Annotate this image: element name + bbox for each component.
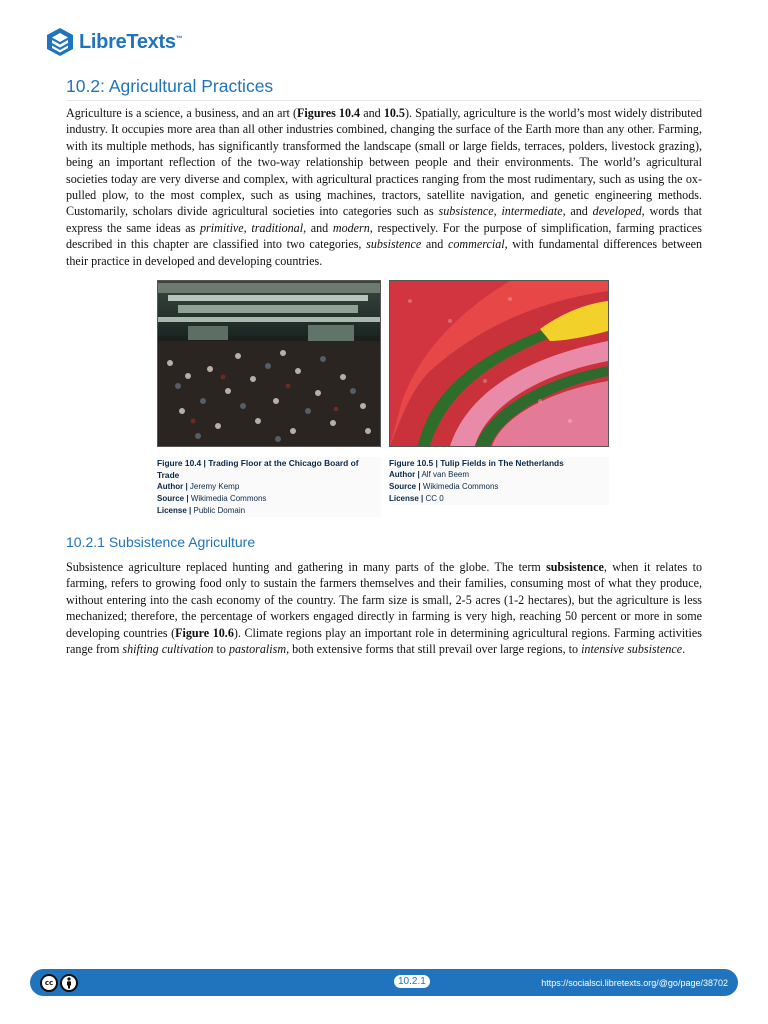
text-run: and: [421, 237, 448, 252]
text-run: Agriculture is a science, a business, and an art (: [66, 106, 298, 120]
text-run: developed: [592, 204, 642, 219]
figure-10-4: [157, 280, 381, 517]
text-run: pastoralism: [228, 642, 287, 657]
trading-floor-image: [157, 280, 381, 447]
text-run: shifting cultivation: [122, 642, 214, 657]
libretexts-logo-icon: [46, 27, 74, 57]
text-run: 10.5: [383, 106, 405, 120]
text-run: traditional: [251, 220, 304, 235]
text-run: modern: [332, 220, 370, 235]
text-run: ). Climate regions play an important role in determining agricultural regions. Farming activities range from: [66, 625, 702, 657]
page-url-link[interactable]: https://socialsci.libretexts.org/@go/page/38702: [541, 977, 728, 988]
license-label: License |: [389, 494, 424, 503]
text-run: subsistence: [438, 204, 494, 219]
license-value[interactable]: CC 0: [425, 494, 444, 503]
text-run: , and: [562, 204, 593, 219]
text-run: Figures 10.4: [297, 106, 361, 120]
tulip-fields-image: [389, 280, 609, 447]
text-run: , respectively. For the purpose of simplification, farming practices described in this chapter are classified into two categories,: [66, 220, 702, 252]
text-run: subsistence: [546, 560, 604, 574]
text-run: ,: [493, 204, 502, 219]
text-run: , with fundamental differences between their practice in developed and developing countries.: [66, 237, 702, 268]
libretexts-logo[interactable]: [46, 27, 182, 57]
author-label: Author |: [389, 470, 420, 479]
text-run: to: [213, 642, 229, 657]
page-number: 10.2.1: [394, 975, 430, 988]
cc-icon: cc: [40, 974, 58, 992]
text-run: , both extensive forms that still prevail over large regions, to: [286, 642, 582, 657]
text-run: subsistence: [366, 237, 422, 252]
logo-text: LibreTexts™: [79, 30, 183, 53]
figure-10-5: [389, 280, 609, 505]
subsistence-paragraph: [66, 559, 702, 657]
author-label: Author |: [157, 482, 188, 491]
figure-title: Figure 10.4 | Trading Floor at the Chicago Board of Trade: [157, 458, 359, 480]
text-run: , and: [303, 220, 333, 235]
license-value[interactable]: Public Domain: [193, 506, 246, 515]
author-value[interactable]: Alf van Beem: [421, 470, 470, 479]
figure-title: Figure 10.5 | Tulip Fields in The Netherlands: [389, 458, 564, 468]
intro-paragraph: [66, 105, 702, 269]
text-run: Subsistence agriculture replaced hunting and gathering in many parts of the globe. The term: [66, 560, 547, 574]
text-run: intermediate: [501, 204, 563, 219]
source-label: Source |: [157, 494, 189, 503]
source-value[interactable]: Wikimedia Commons: [190, 494, 267, 503]
by-icon: [60, 974, 78, 992]
source-value[interactable]: Wikimedia Commons: [422, 482, 499, 491]
figure-caption: [389, 457, 609, 505]
license-icons[interactable]: [40, 974, 78, 992]
text-run: intensive subsistence: [581, 642, 683, 657]
text-run: commercial: [447, 237, 505, 252]
figure-caption: [157, 457, 381, 517]
author-value[interactable]: Jeremy Kemp: [189, 482, 240, 491]
text-run: .: [682, 642, 686, 657]
text-run: ,: [243, 220, 252, 235]
subsection-title: 10.2.1 Subsistence Agriculture: [66, 534, 256, 550]
license-label: License |: [157, 506, 192, 515]
page-footer: [30, 969, 738, 996]
text-run: and: [360, 106, 384, 120]
text-run: Figure 10.6: [175, 625, 234, 640]
text-run: ). Spatially, agriculture is the world’s most widely distributed industry. It occupies more area than all other industries combined, changing the surface of the Earth more than any other. Farming, with its multiple methods, has significantly transformed the landscape (small or large fields, terraces, polders, livestock grazing), being an important reflection of the two-way relationship between people and their environments. The world’s agricultural societies today are very diverse and complex, with agricultural practices ranging from the most rudimentary, such as using the ox-pulled plow, to the most complex, such as using machines, tractors, satellite navigation, and genetic engineering methods. Customarily, scholars divide agricultural societies into categories such as: [66, 106, 702, 219]
text-run: , words that express the same ideas as: [66, 204, 702, 235]
source-label: Source |: [389, 482, 421, 491]
text-run: , when it relates to farming, refers to growing food only to sustain the farmers themselves and their families, consuming most of what they produce, without entering into the cash economy of the country. The farm size is small, 2-5 acres (1-2 hectares), but the agriculture is less mechanized; therefore, the percentage of workers engaged directly in farming is very high, reaching 50 percent or more in some developing countries (: [66, 560, 703, 640]
section-title: 10.2: Agricultural Practices: [66, 76, 702, 101]
text-run: primitive: [200, 220, 244, 235]
